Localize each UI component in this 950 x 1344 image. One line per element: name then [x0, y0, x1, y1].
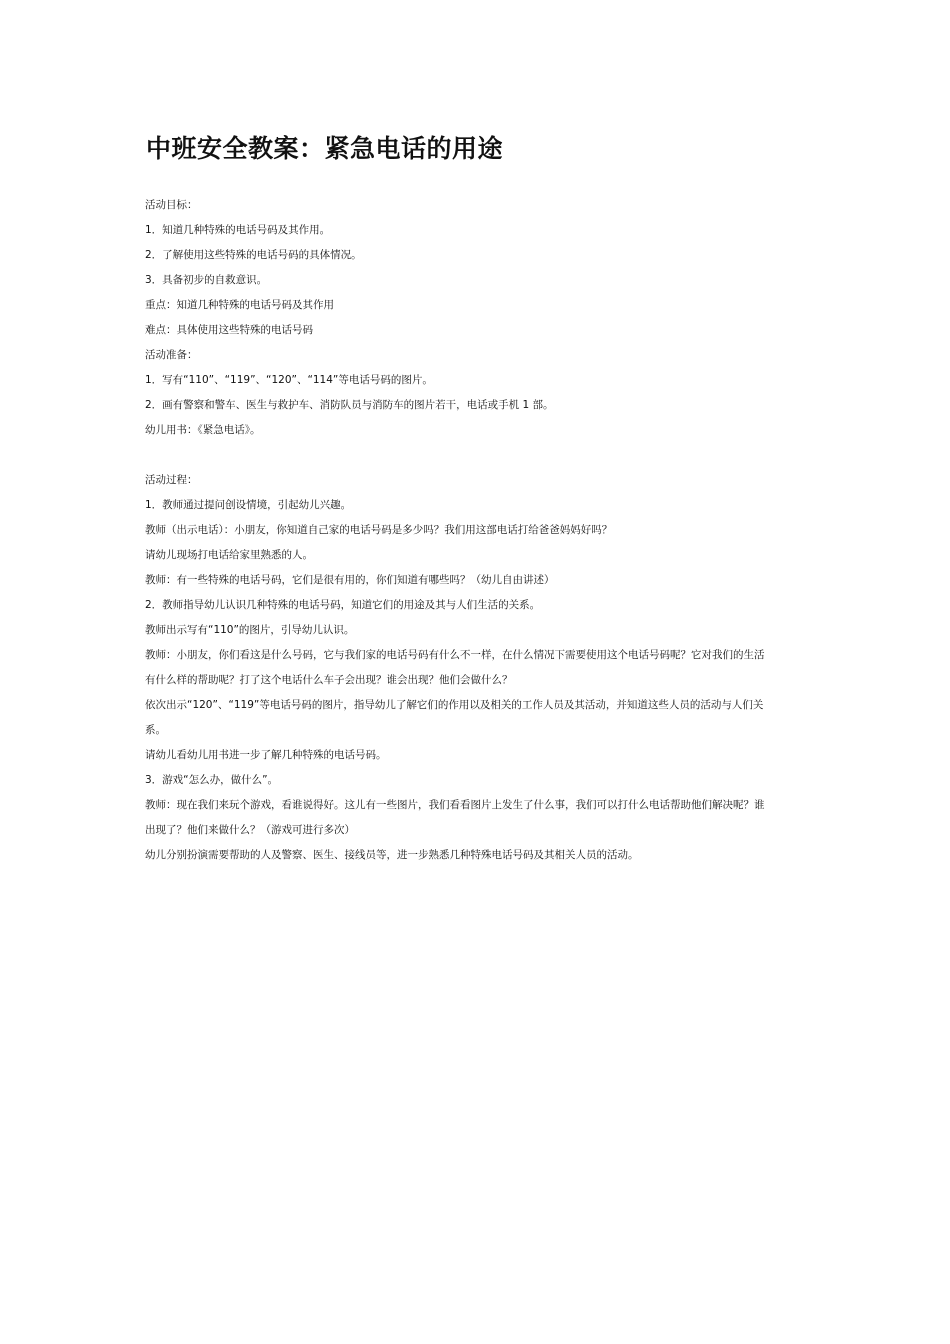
process-step: 3．游戏“怎么办，做什么”。: [145, 774, 279, 786]
blank-line: [145, 443, 809, 468]
key-point: 重点：知道几种特殊的电话号码及其作用: [145, 299, 334, 311]
goal-item: 1．知道几种特殊的电话号码及其作用。: [145, 224, 331, 236]
difficult-point: 难点：具体使用这些特殊的电话号码: [145, 324, 313, 336]
goal-item: 3．具备初步的自救意识。: [145, 274, 268, 286]
process-paragraph: 请幼儿看幼儿用书进一步了解几种特殊的电话号码。: [145, 749, 387, 761]
process-step: 2．教师指导幼儿认识几种特殊的电话号码，知道它们的用途及其与人们生活的关系。: [145, 599, 541, 611]
process-paragraph: 教师：有一些特殊的电话号码，它们是很有用的，你们知道有哪些吗？（幼儿自由讲述）: [145, 574, 555, 586]
process-step: 1．教师通过提问创设情境，引起幼儿兴趣。: [145, 499, 352, 511]
section-heading-process: 活动过程：: [145, 474, 198, 486]
process-paragraph: 教师：现在我们来玩个游戏，看谁说得好。这儿有一些图片，我们看看图片上发生了什么事，我们可以打什么电话帮助他们解决呢？谁: [145, 799, 765, 811]
process-paragraph: 依次出示“120”、“119”等电话号码的图片，指导幼儿了解它们的作用以及相关的工作人员及其活动，并知道这些人员的活动与人们关: [145, 699, 764, 711]
preparation-item: 1．写有“110”、“119”、“120”、“114”等电话号码的图片。: [145, 374, 433, 386]
process-paragraph: 教师出示写有“110”的图片，引导幼儿认识。: [145, 624, 355, 636]
preparation-item: 2．画有警察和警车、医生与救护车、消防队员与消防车的图片若干，电话或手机 1 部。: [145, 399, 554, 411]
section-heading-goals: 活动目标：: [145, 199, 198, 211]
process-paragraph: 请幼儿现场打电话给家里熟悉的人。: [145, 549, 313, 561]
document-body: [145, 193, 809, 868]
goal-item: 2．了解使用这些特殊的电话号码的具体情况。: [145, 249, 362, 261]
section-heading-preparation: 活动准备：: [145, 349, 198, 361]
preparation-item: 幼儿用书：《紧急电话》。: [145, 424, 261, 436]
document-title: 中班安全教案：紧急电话的用途: [146, 134, 504, 163]
process-paragraph: 幼儿分别扮演需要帮助的人及警察、医生、接线员等，进一步熟悉几种特殊电话号码及其相关人员的活动。: [145, 849, 639, 861]
process-paragraph: 教师（出示电话）：小朋友，你知道自己家的电话号码是多少吗？我们用这部电话打给爸爸妈妈好吗？: [145, 524, 613, 536]
process-paragraph: 有什么样的帮助呢？打了这个电话什么车子会出现？谁会出现？他们会做什么？: [145, 674, 513, 686]
process-paragraph: 教师：小朋友，你们看这是什么号码，它与我们家的电话号码有什么不一样，在什么情况下需要使用这个电话号码呢？它对我们的生活: [145, 649, 765, 661]
process-paragraph: 出现了？他们来做什么？（游戏可进行多次）: [145, 824, 355, 836]
process-paragraph: 系。: [145, 724, 166, 736]
